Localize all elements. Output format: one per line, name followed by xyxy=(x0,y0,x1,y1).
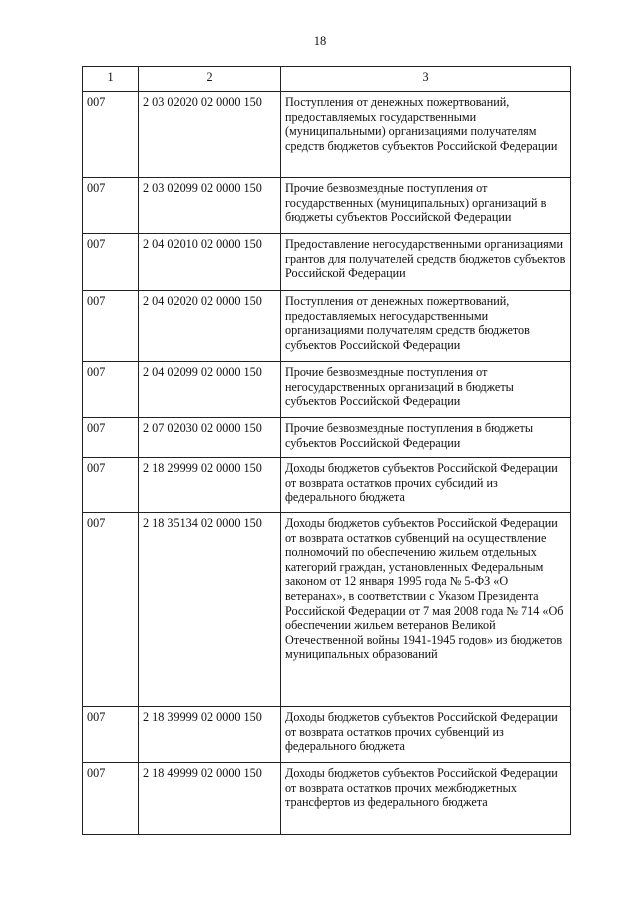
admin-code-cell: 007 xyxy=(83,707,139,763)
column-header-1: 1 xyxy=(83,67,139,92)
kbk-code-cell: 2 07 02030 02 0000 150 xyxy=(139,418,281,458)
kbk-code-cell: 2 04 02020 02 0000 150 xyxy=(139,291,281,362)
kbk-code-cell: 2 03 02099 02 0000 150 xyxy=(139,178,281,234)
table-row xyxy=(83,178,571,234)
income-name-cell: Прочие безвозмездные поступления в бюджеты субъектов Российской Федерации xyxy=(281,418,571,458)
kbk-code-cell: 2 18 49999 02 0000 150 xyxy=(139,763,281,835)
income-name-cell: Доходы бюджетов субъектов Российской Федерации от возврата остатков субвенций на осуществление полномочий по обеспечению жильем отдельных категорий граждан, установленных Федеральным законом от 12 января 1995 года № 5-ФЗ «О ветеранах», в соответствии с Указом Президента Российской Федерации от 7 мая 2008 года № 714 «Об обеспечении жильем ветеранов Великой Отечественной войны 1941-1945 годов» из бюджетов муниципальных образований xyxy=(281,513,571,707)
income-name-cell: Доходы бюджетов субъектов Российской Федерации от возврата остатков прочих субвенций из федерального бюджета xyxy=(281,707,571,763)
admin-code-cell: 007 xyxy=(83,458,139,513)
admin-code-cell: 007 xyxy=(83,513,139,707)
admin-code-cell: 007 xyxy=(83,362,139,418)
admin-code-cell: 007 xyxy=(83,92,139,178)
kbk-code-cell: 2 04 02099 02 0000 150 xyxy=(139,362,281,418)
column-header-3: 3 xyxy=(281,67,571,92)
page-number: 18 xyxy=(313,34,327,48)
income-name-cell: Доходы бюджетов субъектов Российской Федерации от возврата остатков прочих субсидий из федерального бюджета xyxy=(281,458,571,513)
table-row xyxy=(83,458,571,513)
kbk-code-cell: 2 18 29999 02 0000 150 xyxy=(139,458,281,513)
income-name-cell: Прочие безвозмездные поступления от государственных (муниципальных) организаций в бюджеты субъектов Российской Федерации xyxy=(281,178,571,234)
admin-code-cell: 007 xyxy=(83,418,139,458)
table-row xyxy=(83,513,571,707)
table-row xyxy=(83,362,571,418)
kbk-code-cell: 2 18 39999 02 0000 150 xyxy=(139,707,281,763)
income-name-cell: Поступления от денежных пожертвований, предоставляемых государственными (муниципальными) организациями получателям средств бюджетов субъектов Российской Федерации xyxy=(281,92,571,178)
table-row xyxy=(83,234,571,291)
column-header-2: 2 xyxy=(139,67,281,92)
table-header-row xyxy=(83,67,571,92)
admin-code-cell: 007 xyxy=(83,291,139,362)
kbk-code-cell: 2 04 02010 02 0000 150 xyxy=(139,234,281,291)
admin-code-cell: 007 xyxy=(83,178,139,234)
income-name-cell: Доходы бюджетов субъектов Российской Федерации от возврата остатков прочих межбюджетных трансфертов из федерального бюджета xyxy=(281,763,571,835)
table-row xyxy=(83,707,571,763)
admin-code-cell: 007 xyxy=(83,234,139,291)
income-name-cell: Прочие безвозмездные поступления от негосударственных организаций в бюджеты субъектов Российской Федерации xyxy=(281,362,571,418)
table-row xyxy=(83,291,571,362)
admin-code-cell: 007 xyxy=(83,763,139,835)
budget-classification-table xyxy=(82,66,571,835)
table-row xyxy=(83,418,571,458)
income-name-cell: Поступления от денежных пожертвований, предоставляемых негосударственными организациями получателям средств бюджетов субъектов Российской Федерации xyxy=(281,291,571,362)
kbk-code-cell: 2 18 35134 02 0000 150 xyxy=(139,513,281,707)
table-row xyxy=(83,92,571,178)
table-row xyxy=(83,763,571,835)
kbk-code-cell: 2 03 02020 02 0000 150 xyxy=(139,92,281,178)
income-name-cell: Предоставление негосударственными организациями грантов для получателей средств бюджетов субъектов Российской Федерации xyxy=(281,234,571,291)
